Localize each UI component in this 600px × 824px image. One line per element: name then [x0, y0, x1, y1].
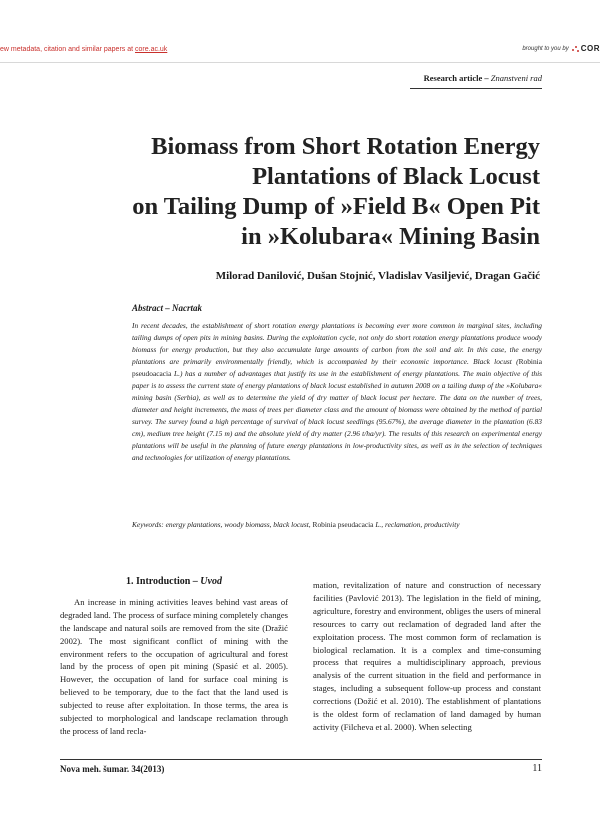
title-line: Plantations of Black Locust — [252, 163, 540, 190]
introduction-paragraph-left: An increase in mining activities leaves behind vast areas of degraded land. The process of surface mining completely changes the landscape and natural soils are removed from the site (Dražić 2002). The most significant conflict of mining with the environment refers to the occupation of agricultural and forest land by the process of open pit mining (Spasić et al. 2005). However, the occupation of land for surface coal mining is believed to be temporary, due to the fact that the land used is subjected to reuse after exploitation. In those terms, the area is subjected to morphological and landscape reclamation through the process of land recla- — [60, 596, 288, 736]
article-type-english: Research article – — [423, 73, 491, 83]
keywords-text-part2: L., reclamation, productivity — [373, 520, 460, 529]
core-logo-text: COR — [580, 44, 600, 53]
abstract-body — [132, 320, 542, 464]
abstract-text-part2: L.) has a number of advantages that justify its use in the establishment of energy plantations. The main objective of this paper is to assess the current state of energy plantations of black locust established in autumn 2008 on a tailing dump of the »Kolubara« mining basin (Serbia), as well as to determine the yield of dry matter of black locust per hectare. The data on the number of trees, diameter and height increments, the mass of trees per diameter class and the amount of biomass were obtained by the method of partial survey. The survey found a high percentage of survival of black locust seedlings (95.67%), the average diameter in the plantation (6.83 cm), medium tree height (7.15 m) and the absolute yield of dry matter (2.96 t/ha/yr). The results of this research on experimental energy plantations will be useful in the planning of future energy plantations in low-productivity sites, as well as in the selection of techniques and technologies for utilization of energy plantations. — [132, 369, 542, 462]
author-list: Milorad Danilović, Dušan Stojnić, Vladislav Vasiljević, Dragan Gačić — [215, 270, 540, 282]
section-heading-introduction — [60, 576, 288, 589]
section-heading-croatian: Uvod — [200, 576, 222, 587]
title-line: in »Kolubara« Mining Basin — [241, 223, 540, 250]
introduction-paragraph-right: mation, revitalization of nature and construction of necessary facilities (Pavlović 2013). The legislation in the field of mining, agriculture, forestry and environment, obliges the users of mineral resources to carry out reclamation of degraded land after the exploitation process. The most common form of reclamation is biological reclamation. It is a complex and time-consuming process that requires a multidisciplinary approach, previous analysis of the current situation in the field and performance in stages, including a subsequent follow-up process and constant corrections (Dožić et al. 2010). The establishment of plantations is the oldest form of reclamation of land damaged by human activity (Filcheva et al. 2000). When selecting — [313, 580, 541, 732]
abstract-species: Robinia pseudoacacia — [132, 357, 542, 378]
core-dots-icon — [572, 45, 579, 52]
abstract-heading: Abstract – Nacrtak — [132, 303, 203, 313]
body-column-left — [60, 576, 288, 738]
keywords — [132, 519, 542, 531]
body-column-right — [313, 579, 541, 734]
core-brand[interactable] — [522, 44, 600, 53]
core-logo[interactable] — [572, 44, 600, 53]
abstract-text-part1: In recent decades, the establishment of short rotation energy plantations is becoming ever more common in marginal sites, including tailing dumps of open pits in mining basins. During the exploitation cycle, not only do short rotation energy plantations produce woody biomass for energy production, but they also accumulate large amounts of carbon from the soil and air. In this case, the energy plantations are primarily environmentally friendly, which is accompanied by their economic importance. Black locust ( — [132, 321, 542, 366]
footer-divider — [60, 759, 542, 760]
keywords-species: Robinia pseudacacia — [312, 520, 374, 529]
paper-title — [70, 132, 540, 252]
article-type — [424, 73, 542, 83]
keywords-label: Keywords: — [132, 520, 164, 529]
title-line: on Tailing Dump of »Field B« Open Pit — [132, 193, 540, 220]
title-line: Biomass from Short Rotation Energy — [151, 133, 540, 160]
page-number: 11 — [532, 763, 542, 774]
article-type-croatian: Znanstveni rad — [490, 73, 542, 83]
brought-to-you-label: brought to you by — [522, 45, 569, 52]
core-metadata-prefix: ew metadata, citation and similar papers at — [0, 46, 136, 53]
core-banner — [0, 0, 600, 63]
section-heading-number: 1. Introduction – — [126, 576, 201, 587]
core-metadata-text — [0, 46, 167, 53]
header-divider — [410, 88, 542, 89]
keywords-text-part1: energy plantations, woody biomass, black locust, — [163, 520, 313, 529]
footer-journal: Nova meh. šumar. 34(2013) — [60, 764, 165, 774]
core-link[interactable]: core.ac.uk — [135, 46, 168, 53]
